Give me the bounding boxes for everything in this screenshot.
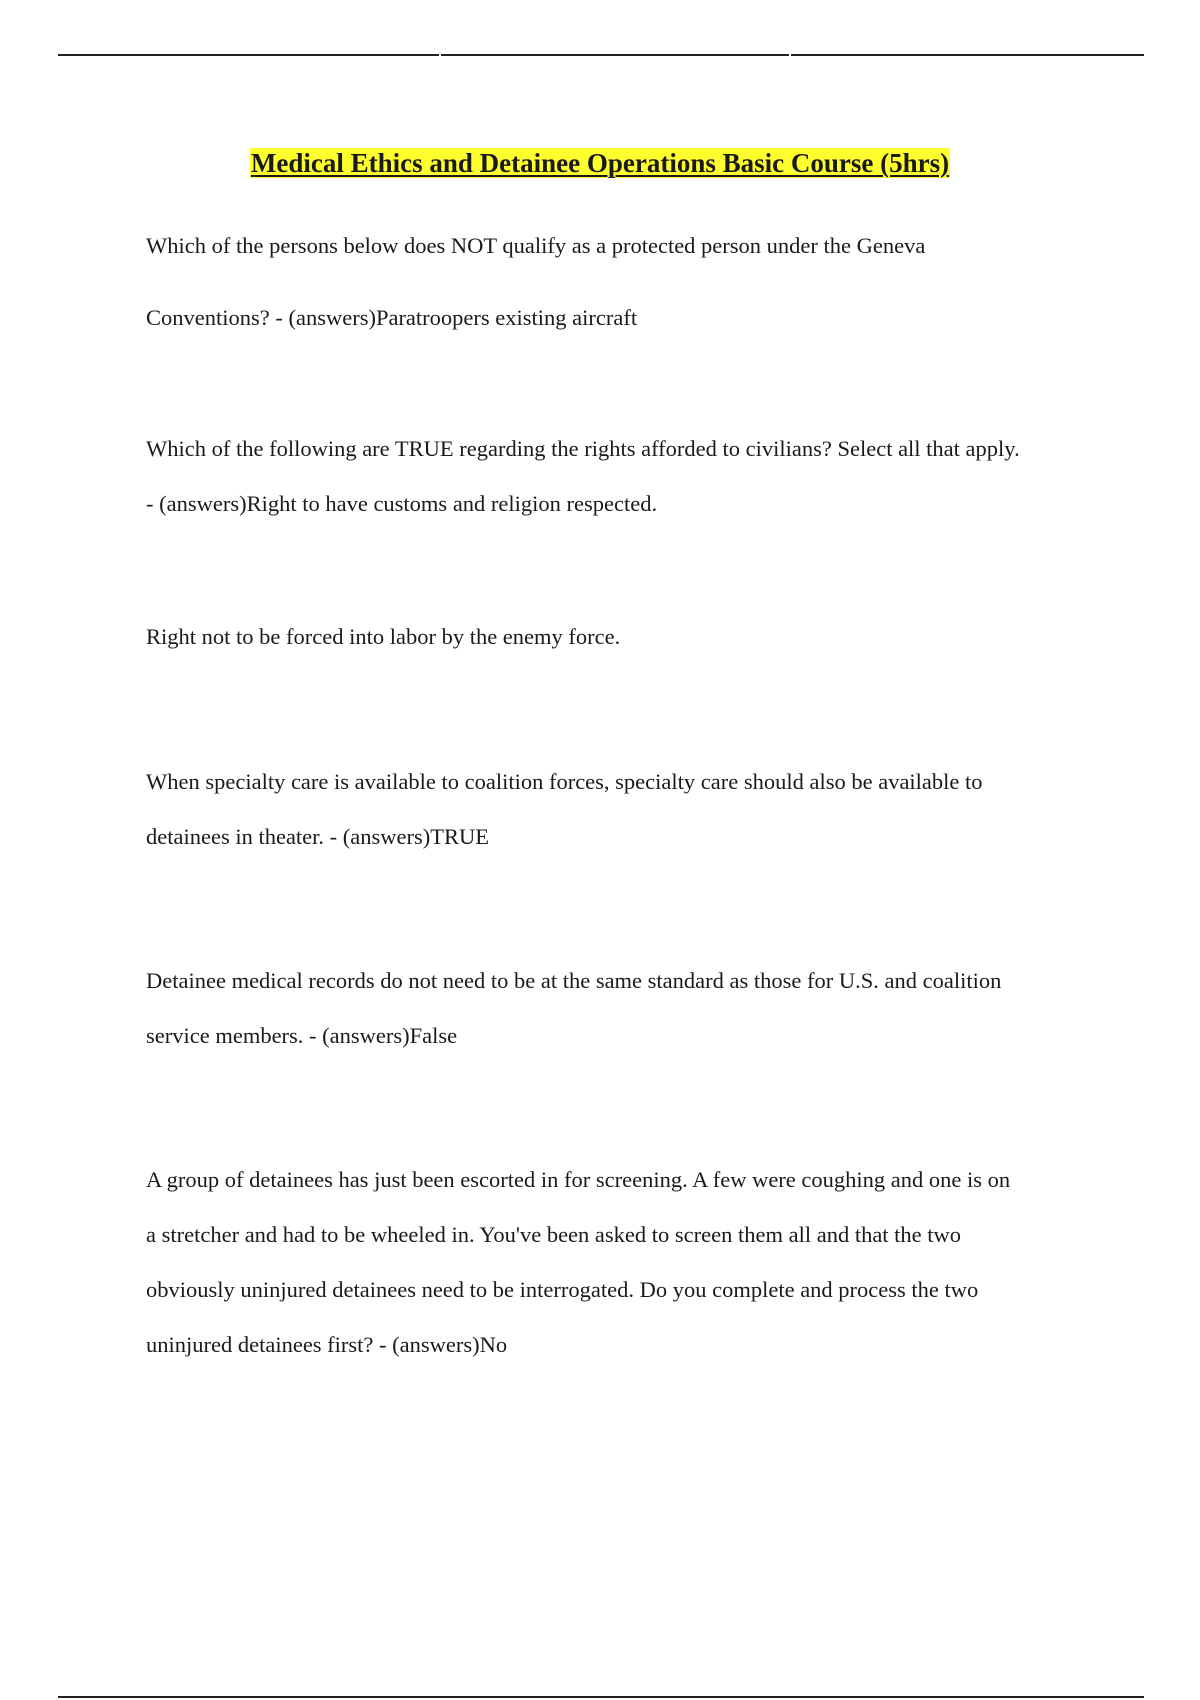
paragraph-spacer bbox=[146, 1063, 1096, 1152]
footer-rule bbox=[58, 1696, 1144, 1698]
paragraph-line: service members. - (answers)False bbox=[146, 1023, 458, 1048]
qa-paragraph-2 bbox=[146, 421, 1096, 531]
paragraph-line: Which of the following are TRUE regarding the rights afforded to civilians? Select all that apply. bbox=[146, 436, 1020, 461]
document-title-text: Medical Ethics and Detainee Operations Basic Course (5hrs) bbox=[250, 148, 950, 178]
qa-paragraph-6 bbox=[146, 1152, 1096, 1372]
qa-paragraph-1 bbox=[146, 218, 1096, 345]
header-rule-gap bbox=[789, 53, 791, 57]
paragraph-line: When specialty care is available to coalition forces, specialty care should also be available to bbox=[146, 769, 983, 794]
document-body bbox=[146, 218, 1096, 1372]
header-rule-gap bbox=[439, 53, 441, 57]
paragraph-line: a stretcher and had to be wheeled in. You've been asked to screen them all and that the two bbox=[146, 1222, 962, 1247]
paragraph-spacer bbox=[146, 864, 1096, 953]
qa-paragraph-3 bbox=[146, 609, 1096, 664]
paragraph-spacer bbox=[146, 531, 1096, 609]
paragraph-spacer bbox=[146, 345, 1096, 421]
paragraph-line: Right not to be forced into labor by the enemy force. bbox=[146, 624, 621, 649]
paragraph-line: - (answers)Right to have customs and religion respected. bbox=[146, 491, 658, 516]
paragraph-line: detainees in theater. - (answers)TRUE bbox=[146, 824, 489, 849]
document-title bbox=[0, 145, 1200, 181]
qa-paragraph-4 bbox=[146, 754, 1096, 864]
paragraph-line: obviously uninjured detainees need to be interrogated. Do you complete and process the two bbox=[146, 1277, 979, 1302]
qa-paragraph-5 bbox=[146, 953, 1096, 1063]
paragraph-line: Detainee medical records do not need to be at the same standard as those for U.S. and coalition bbox=[146, 968, 1002, 993]
paragraph-line: uninjured detainees first? - (answers)No bbox=[146, 1332, 508, 1357]
paragraph-line: Conventions? - (answers)Paratroopers existing aircraft bbox=[146, 305, 638, 330]
paragraph-line: A group of detainees has just been escorted in for screening. A few were coughing and one is on bbox=[146, 1167, 1011, 1192]
paragraph-line: Which of the persons below does NOT qualify as a protected person under the Geneva bbox=[146, 233, 926, 258]
paragraph-spacer bbox=[146, 664, 1096, 754]
header-rule bbox=[58, 54, 1144, 56]
